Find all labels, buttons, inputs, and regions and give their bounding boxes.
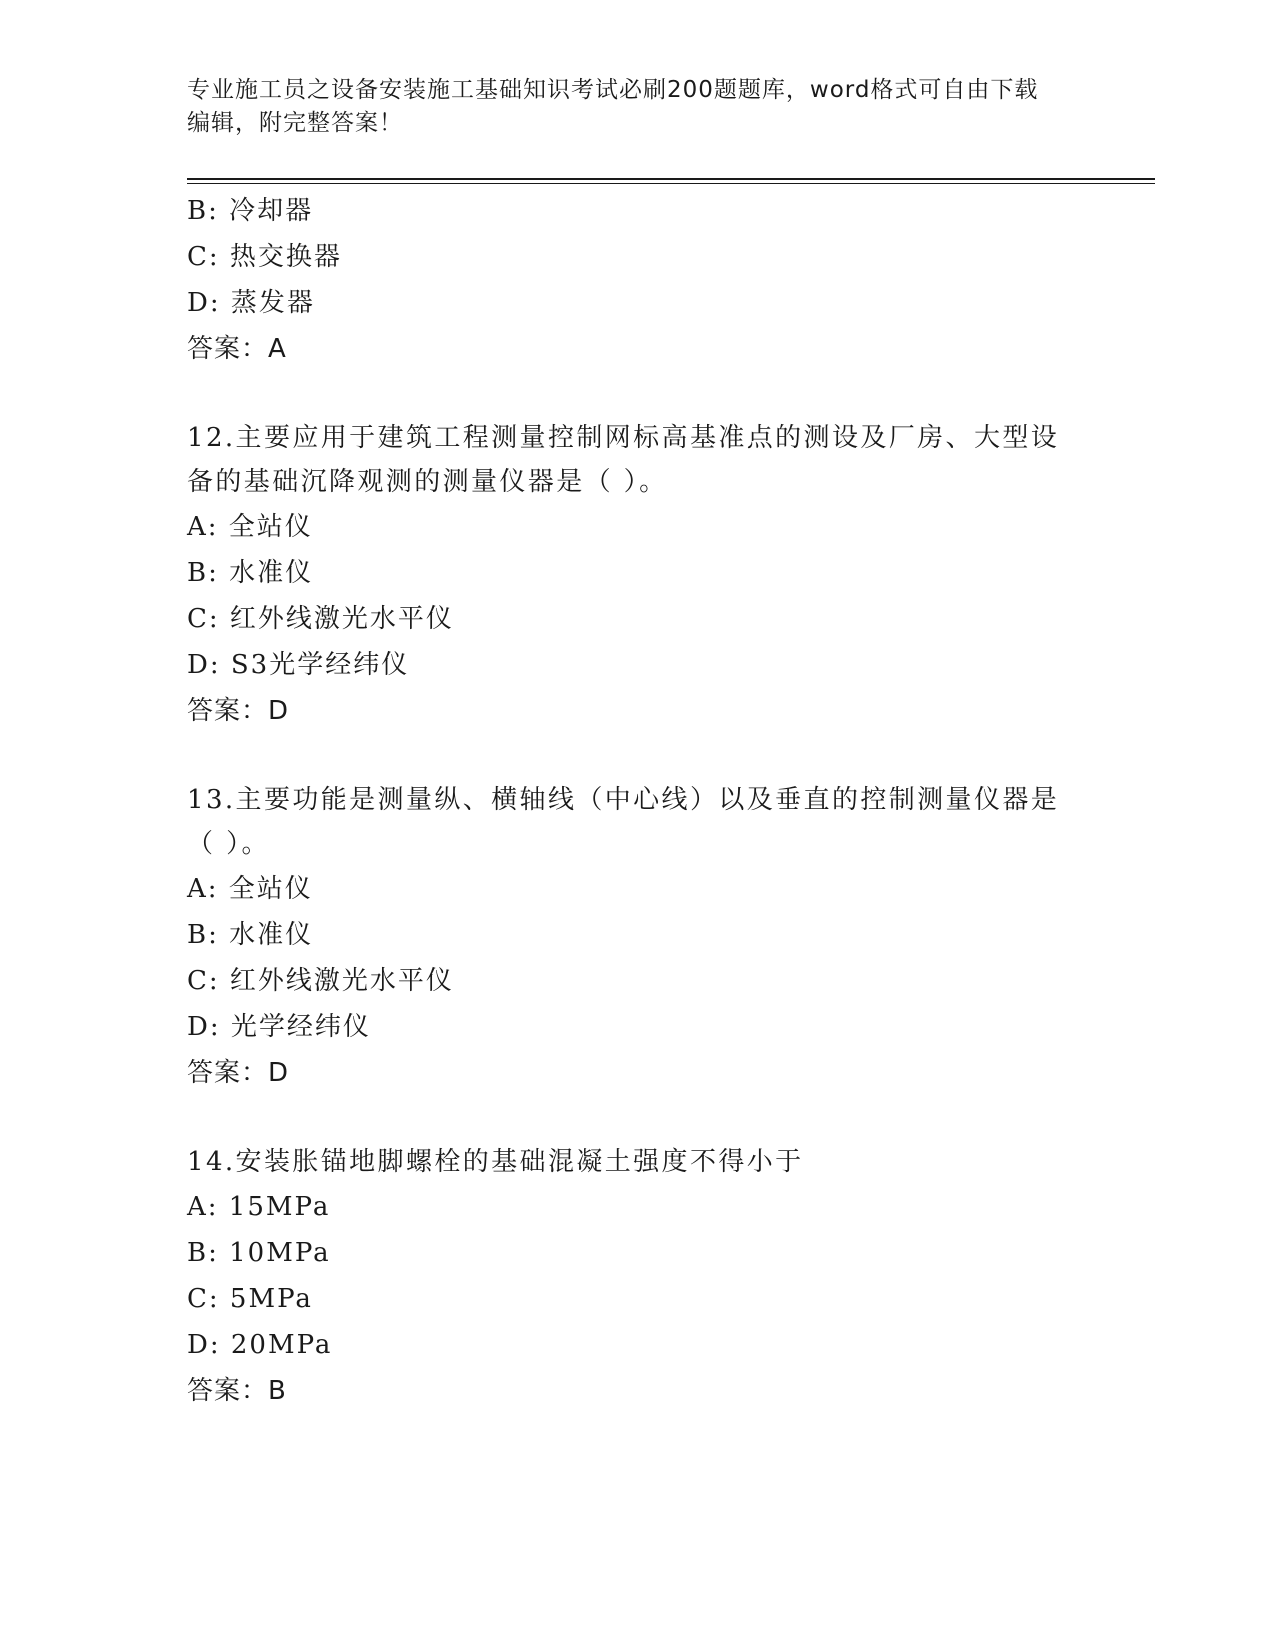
question-11 [187,188,1087,372]
document-header [187,74,1067,140]
option-d: D: 20MPa [187,1330,333,1360]
answer: 答案：D [187,696,290,726]
option-b: B: 冷却器 [187,196,314,226]
answer: 答案：A [187,334,287,364]
spacer [187,372,1087,416]
question-12 [187,416,1087,734]
option-d: D: 蒸发器 [187,288,315,318]
question-stem: 12.主要应用于建筑工程测量控制网标高基准点的测设及厂房、大型设备的基础沉降观测的测量仪器是（ ）。 [187,423,1060,497]
spacer [187,734,1087,778]
option-d: D: 光学经纬仪 [187,1012,371,1042]
option-c: C: 热交换器 [187,242,342,272]
answer: 答案：B [187,1376,287,1406]
question-stem: 14.安装胀锚地脚螺栓的基础混凝土强度不得小于 [187,1147,804,1177]
header-divider-thin [187,183,1155,184]
question-stem: 13.主要功能是测量纵、横轴线（中心线）以及垂直的控制测量仪器是（ ）。 [187,785,1060,859]
header-divider-thick [187,178,1155,180]
option-d: D: S3光学经纬仪 [187,650,410,680]
option-b: B: 水准仪 [187,558,314,588]
header-line-2: 编辑，附完整答案！ [187,110,403,136]
option-a: A: 15MPa [187,1192,331,1222]
option-b: B: 10MPa [187,1238,331,1268]
answer: 答案：D [187,1058,290,1088]
question-13 [187,778,1087,1096]
option-c: C: 红外线激光水平仪 [187,604,454,634]
header-line-1: 专业施工员之设备安装施工基础知识考试必刷200题题库，word格式可自由下载 [187,77,1039,103]
option-b: B: 水准仪 [187,920,314,950]
option-c: C: 5MPa [187,1284,313,1314]
option-a: A: 全站仪 [187,874,313,904]
option-c: C: 红外线激光水平仪 [187,966,454,996]
question-14 [187,1140,1087,1414]
question-list [187,188,1087,1414]
option-a: A: 全站仪 [187,512,313,542]
spacer [187,1096,1087,1140]
